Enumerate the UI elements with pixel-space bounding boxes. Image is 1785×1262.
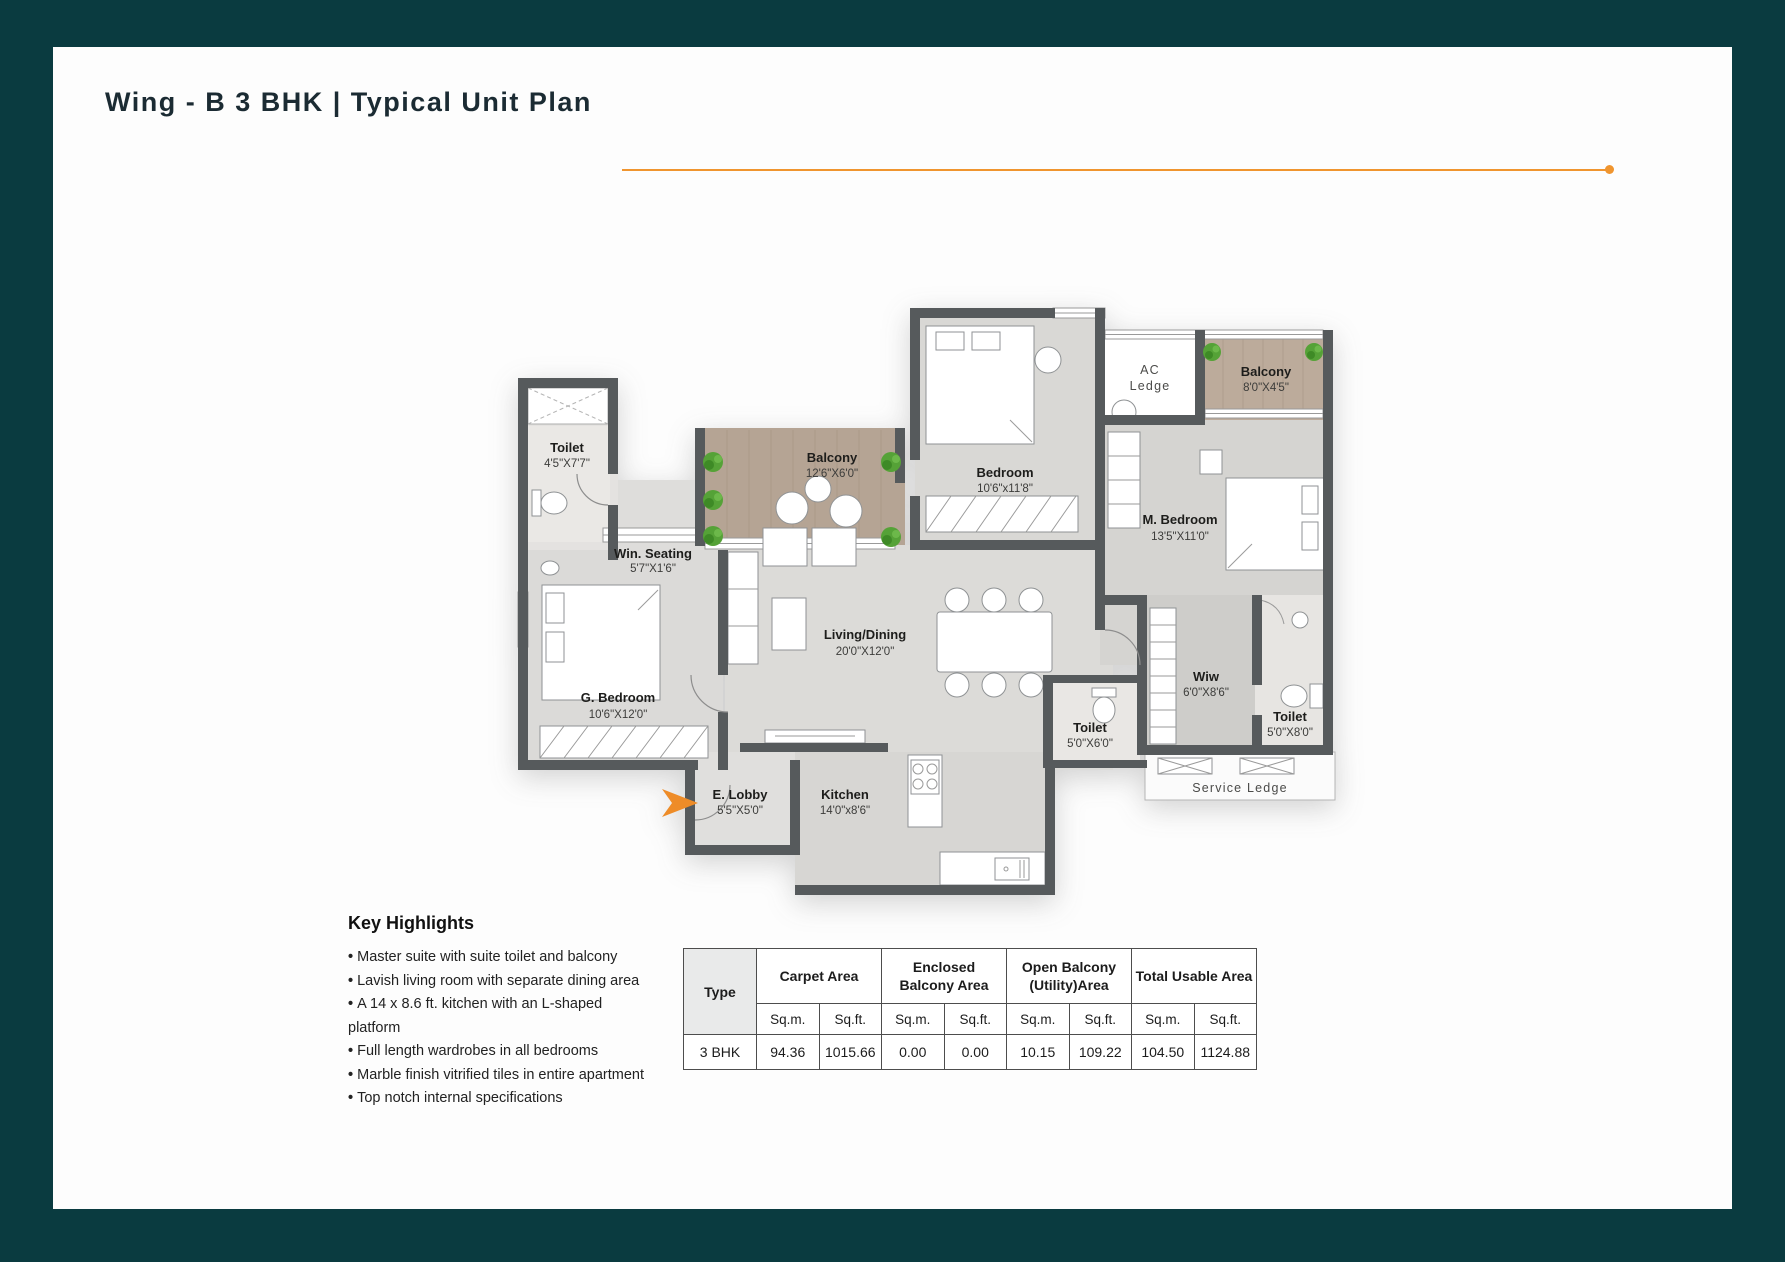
page-title: Wing - B 3 BHK | Typical Unit Plan <box>105 87 592 117</box>
svg-text:Win. Seating: Win. Seating <box>614 546 692 561</box>
unit-sqm: Sq.m. <box>882 1004 945 1035</box>
unit-sqft: Sq.ft. <box>1069 1004 1132 1035</box>
highlight-item: • A 14 x 8.6 ft. kitchen with an L-shaped platform <box>348 993 648 1040</box>
tv-console <box>765 730 865 743</box>
table-header-enclosed-balcony-area: Enclosed Balcony Area <box>882 949 1007 1004</box>
table-header-open-balcony-area: Open Balcony (Utility)Area <box>1007 949 1132 1004</box>
svg-text:M. Bedroom: M. Bedroom <box>1142 512 1218 527</box>
dining-set <box>937 588 1052 697</box>
svg-text:Balcony: Balcony <box>806 450 858 465</box>
cell-open-sqm: 10.15 <box>1007 1035 1070 1070</box>
svg-text:10'6"X12'0": 10'6"X12'0" <box>588 709 648 721</box>
unit-sqm: Sq.m. <box>1007 1004 1070 1035</box>
highlight-item: • Top notch internal specifications <box>348 1087 648 1111</box>
svg-text:20'0"X12'0": 20'0"X12'0" <box>835 646 895 658</box>
svg-text:10'6"x11'8": 10'6"x11'8" <box>977 483 1033 495</box>
svg-text:Kitchen: Kitchen <box>821 787 869 802</box>
svg-text:12'6"X6'0": 12'6"X6'0" <box>805 468 859 480</box>
floor-plan-svg <box>500 300 1350 900</box>
svg-text:8'0"X4'5": 8'0"X4'5" <box>1243 382 1289 394</box>
svg-text:4'5"X7'7": 4'5"X7'7" <box>544 458 590 470</box>
area-table <box>683 948 1257 1070</box>
svg-text:Toilet: Toilet <box>550 440 584 455</box>
accent-divider-dot <box>1605 165 1614 174</box>
svg-text:Wiw: Wiw <box>1193 669 1219 684</box>
svg-text:Toilet: Toilet <box>1273 709 1307 724</box>
accent-divider-line <box>622 169 1608 171</box>
bedroom-wardrobe <box>926 496 1078 532</box>
svg-text:14'0"x8'6": 14'0"x8'6" <box>819 805 871 817</box>
svg-text:Ledge: Ledge <box>1129 379 1171 393</box>
label-service-ledge <box>1192 781 1288 795</box>
content-panel <box>53 47 1732 1209</box>
cell-enclosed-sqft: 0.00 <box>944 1035 1007 1070</box>
wiw-wardrobe <box>1150 608 1176 744</box>
g-bedroom-bed <box>542 585 660 700</box>
table-header-carpet-area: Carpet Area <box>757 949 882 1004</box>
svg-text:13'5"X11'0": 13'5"X11'0" <box>1151 531 1209 543</box>
toilet-mid-fixtures <box>1092 688 1116 723</box>
cell-open-sqft: 109.22 <box>1069 1035 1132 1070</box>
svg-text:Bedroom: Bedroom <box>976 465 1034 480</box>
svg-text:Living/Dining: Living/Dining <box>823 627 907 642</box>
cell-carpet-sqm: 94.36 <box>757 1035 820 1070</box>
unit-sqm: Sq.m. <box>1132 1004 1195 1035</box>
svg-text:AC: AC <box>1140 363 1160 377</box>
svg-text:Balcony: Balcony <box>1240 364 1292 379</box>
unit-sqft: Sq.ft. <box>1194 1004 1257 1035</box>
svg-text:Toilet: Toilet <box>1073 720 1107 735</box>
table-header-total-usable-area: Total Usable Area <box>1132 949 1257 1004</box>
key-highlights <box>348 913 648 1111</box>
unit-sqm: Sq.m. <box>757 1004 820 1035</box>
highlight-item: • Master suite with suite toilet and balcony <box>348 946 648 970</box>
svg-text:G. Bedroom: G. Bedroom <box>580 690 656 705</box>
key-highlights-heading: Key Highlights <box>348 913 475 933</box>
cell-enclosed-sqm: 0.00 <box>882 1035 945 1070</box>
svg-text:5'5"X5'0": 5'5"X5'0" <box>717 805 763 817</box>
cell-type: 3 BHK <box>684 1035 757 1070</box>
key-highlights-list <box>348 946 648 1111</box>
svg-text:5'0"X8'0": 5'0"X8'0" <box>1267 727 1313 739</box>
svg-text:6'0"X8'6": 6'0"X8'6" <box>1183 687 1229 699</box>
svg-text:E. Lobby: E. Lobby <box>712 787 768 802</box>
highlight-item: • Full length wardrobes in all bedrooms <box>348 1040 648 1064</box>
table-header-type: Type <box>684 949 757 1035</box>
svg-text:5'0"X6'0": 5'0"X6'0" <box>1067 738 1113 750</box>
highlight-item: • Lavish living room with separate dining area <box>348 970 648 994</box>
unit-sqft: Sq.ft. <box>944 1004 1007 1035</box>
svg-text:Service Ledge: Service Ledge <box>1192 781 1288 795</box>
cell-carpet-sqft: 1015.66 <box>819 1035 882 1070</box>
g-bedroom-wardrobe <box>540 726 708 758</box>
floor-plan <box>500 300 1350 900</box>
unit-sqft: Sq.ft. <box>819 1004 882 1035</box>
table-row-3bhk <box>684 1035 1257 1070</box>
duct-shaft <box>528 388 608 424</box>
cell-total-sqm: 104.50 <box>1132 1035 1195 1070</box>
svg-text:5'7"X1'6": 5'7"X1'6" <box>630 563 676 575</box>
cell-total-sqft: 1124.88 <box>1194 1035 1257 1070</box>
highlight-item: • Marble finish vitrified tiles in entire apartment <box>348 1064 648 1088</box>
